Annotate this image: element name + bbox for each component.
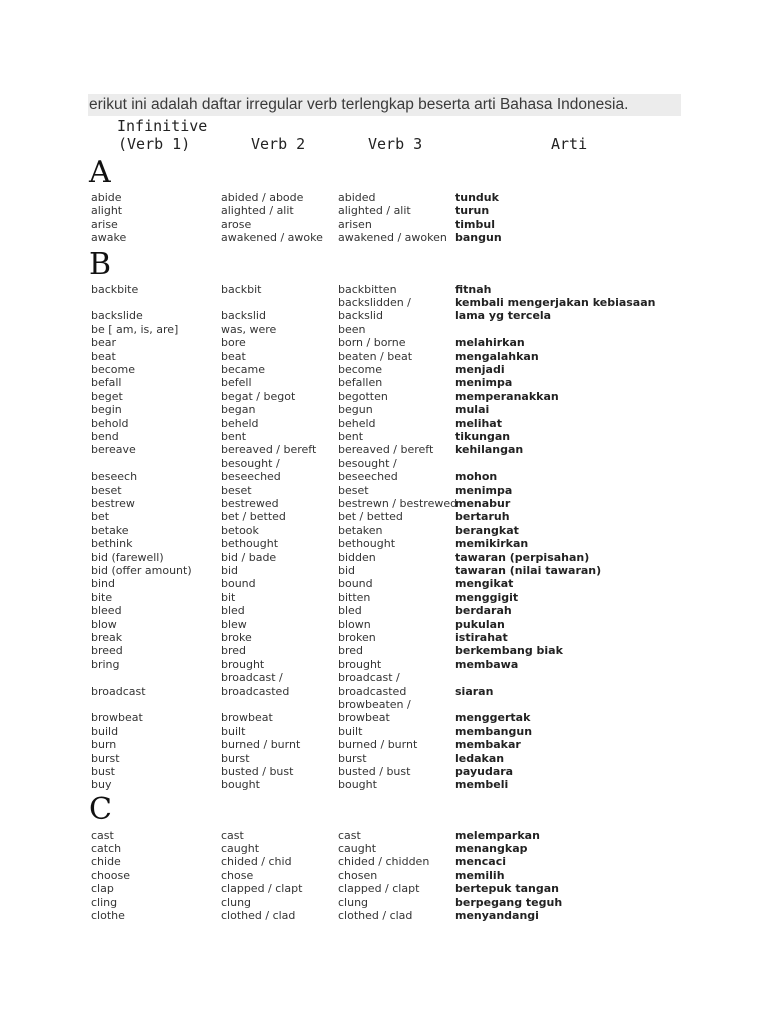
table-row — [0, 470, 768, 483]
arti-cell: siaran — [455, 684, 494, 698]
verb3-cell: bestrewn / bestrewed — [338, 496, 458, 510]
table-row — [0, 685, 768, 698]
verb3-cell: chided / chidden — [338, 855, 430, 869]
table-row — [0, 909, 768, 922]
arti-cell: tunduk — [455, 191, 499, 204]
arti-cell: payudara — [455, 764, 514, 778]
verb1-cell: clap — [91, 882, 114, 896]
verb3-cell: broadcast / — [338, 671, 400, 685]
verb1-cell: build — [91, 724, 119, 738]
table-row — [0, 658, 768, 671]
table-row — [0, 698, 768, 711]
verb1-cell: beseech — [91, 470, 138, 484]
verb2-cell: awakened / awoke — [221, 231, 323, 245]
verb2-cell: clothed / clad — [221, 908, 296, 922]
table-row — [0, 738, 768, 751]
verb3-cell: beaten / beat — [338, 349, 413, 363]
verb1-cell: bind — [91, 577, 115, 591]
arti-cell: melahirkan — [455, 336, 525, 350]
table-row — [0, 896, 768, 909]
verb3-cell: born / borne — [338, 336, 406, 350]
section-letter: A — [89, 155, 111, 190]
verb3-cell: chosen — [338, 868, 378, 882]
verb1-cell: behold — [91, 416, 129, 430]
verb1-cell: buy — [91, 778, 112, 792]
arti-cell: berdarah — [455, 604, 512, 618]
arti-cell: menggertak — [455, 711, 531, 725]
verb2-cell: beset — [221, 483, 252, 497]
verb2-cell: befell — [221, 376, 252, 390]
verb2-cell: chose — [221, 868, 254, 882]
verb1-cell: befall — [91, 376, 122, 390]
verb2-cell: blew — [221, 617, 247, 631]
table-row — [0, 191, 768, 204]
section-letter: C — [89, 792, 112, 827]
table-row — [0, 778, 768, 791]
verb1-cell: bring — [91, 657, 120, 671]
arti-cell: membawa — [455, 657, 519, 671]
verb2-cell: bethought — [221, 537, 279, 551]
table-row — [0, 551, 768, 564]
verb2-cell: backslid — [221, 309, 266, 323]
verb2-cell: browbeat — [221, 711, 273, 725]
table-row — [0, 430, 768, 443]
table-row — [0, 283, 768, 296]
verb3-cell: bereaved / bereft — [338, 443, 434, 457]
verb1-cell: browbeat — [91, 711, 143, 725]
verb2-cell: was, were — [221, 322, 277, 336]
arti-cell: menangkap — [455, 841, 528, 855]
verb2-cell: burned / burnt — [221, 738, 301, 752]
verb2-cell: built — [221, 724, 246, 738]
verb1-cell: bust — [91, 764, 115, 778]
table-row — [0, 524, 768, 537]
arti-cell: menimpa — [455, 376, 513, 390]
verb1-cell: bend — [91, 429, 119, 443]
arti-cell: memperanakkan — [455, 389, 559, 403]
verb3-cell: bethought — [338, 537, 396, 551]
arti-cell: kembali mengerjakan kebiasaan — [455, 295, 656, 309]
arti-cell: pukulan — [455, 617, 505, 631]
verb1-cell: backbite — [91, 282, 139, 296]
verb1-cell: beget — [91, 389, 123, 403]
arti-cell: bangun — [455, 231, 502, 245]
verb1-cell: cast — [91, 828, 114, 842]
table-row — [0, 564, 768, 577]
arti-cell: menyandangi — [455, 908, 539, 922]
verb3-cell: broadcasted — [338, 684, 407, 698]
verb1-cell: bestrew — [91, 496, 135, 510]
arti-cell: mencaci — [455, 855, 506, 869]
verb2-cell: bid — [221, 563, 239, 577]
verb2-cell: bestrewed — [221, 496, 279, 510]
verb2-cell: bled — [221, 604, 245, 618]
arti-cell: memikirkan — [455, 537, 529, 551]
table-row — [0, 725, 768, 738]
verb3-cell: become — [338, 362, 383, 376]
verb1-cell: bear — [91, 336, 117, 350]
verb3-cell: beseeched — [338, 470, 398, 484]
table-row — [0, 204, 768, 217]
table-row — [0, 604, 768, 617]
verb2-cell: broke — [221, 630, 252, 644]
verb3-cell: bought — [338, 778, 377, 792]
arti-cell: berangkat — [455, 523, 519, 537]
verb3-cell: bred — [338, 644, 364, 658]
verb3-cell: broken — [338, 630, 376, 644]
verb2-cell: alighted / alit — [221, 204, 294, 218]
verb1-cell: alight — [91, 204, 123, 218]
verb3-cell: beset — [338, 483, 369, 497]
verb2-cell: clapped / clapt — [221, 882, 303, 896]
verb2-cell: bent — [221, 429, 247, 443]
verb3-cell: bid — [338, 563, 356, 577]
table-row — [0, 296, 768, 309]
arti-cell: lama yg tercela — [455, 309, 552, 323]
verb3-cell: begun — [338, 403, 373, 417]
verb2-cell: abided / abode — [221, 191, 304, 204]
arti-cell: berpegang teguh — [455, 895, 563, 909]
verb2-cell: betook — [221, 523, 259, 537]
section-letter: B — [89, 247, 112, 282]
verb2-cell: chided / chid — [221, 855, 292, 869]
verb3-cell: bet / betted — [338, 510, 403, 524]
verb2-cell: bore — [221, 336, 246, 350]
verb1-cell: bid (offer amount) — [91, 563, 192, 577]
arti-cell: bertepuk tangan — [455, 882, 559, 896]
arti-cell: ledakan — [455, 751, 505, 765]
arti-cell: mohon — [455, 470, 498, 484]
verb2-cell: caught — [221, 841, 260, 855]
arti-cell: mulai — [455, 403, 490, 417]
table-row — [0, 618, 768, 631]
verb1-cell: burn — [91, 738, 117, 752]
table-row — [0, 309, 768, 322]
verb1-cell: choose — [91, 868, 130, 882]
verb3-cell: awakened / awoken — [338, 231, 447, 245]
verb1-cell: broadcast — [91, 684, 146, 698]
verb1-cell: chide — [91, 855, 121, 869]
table-row — [0, 484, 768, 497]
verb1-cell: awake — [91, 231, 127, 245]
verb1-cell: become — [91, 362, 136, 376]
verb1-cell: bleed — [91, 604, 122, 618]
arti-cell: bertaruh — [455, 510, 510, 524]
verb2-cell: broadcast / — [221, 671, 283, 685]
verb3-cell: clothed / clad — [338, 908, 413, 922]
verb1-cell: arise — [91, 217, 118, 231]
table-row — [0, 403, 768, 416]
verb3-cell: abided — [338, 191, 376, 204]
table-row — [0, 765, 768, 778]
table-row — [0, 218, 768, 231]
verb1-cell: bid (farewell) — [91, 550, 164, 564]
table-row — [0, 537, 768, 550]
verb3-cell: clapped / clapt — [338, 882, 420, 896]
verb3-cell: caught — [338, 841, 377, 855]
verb3-cell: burned / burnt — [338, 738, 418, 752]
table-row — [0, 376, 768, 389]
verb1-cell: betake — [91, 523, 129, 537]
arti-cell: turun — [455, 204, 490, 218]
table-row — [0, 323, 768, 336]
verb2-cell: begat / begot — [221, 389, 296, 403]
verb3-cell: browbeat — [338, 711, 390, 725]
verb2-cell: busted / bust — [221, 764, 294, 778]
verb3-cell: besought / — [338, 456, 397, 470]
verb3-cell: backslid — [338, 309, 383, 323]
arti-cell: membangun — [455, 724, 533, 738]
table-row — [0, 644, 768, 657]
verb1-cell: blow — [91, 617, 117, 631]
table-row — [0, 842, 768, 855]
verb2-cell: began — [221, 403, 256, 417]
table-row — [0, 497, 768, 510]
verb2-cell: cast — [221, 828, 244, 842]
verb1-cell: cling — [91, 895, 118, 909]
verb3-cell: bound — [338, 577, 373, 591]
verb3-cell: begotten — [338, 389, 388, 403]
table-row — [0, 510, 768, 523]
arti-cell: fitnah — [455, 282, 492, 296]
arti-cell: kehilangan — [455, 443, 524, 457]
arti-cell: berkembang biak — [455, 644, 563, 658]
table-row — [0, 390, 768, 403]
table-row — [0, 591, 768, 604]
arti-cell: menimpa — [455, 483, 513, 497]
table-row — [0, 350, 768, 363]
verb3-cell: bitten — [338, 590, 371, 604]
verb3-cell: alighted / alit — [338, 204, 411, 218]
table-row — [0, 631, 768, 644]
table-row — [0, 336, 768, 349]
arti-cell: melihat — [455, 416, 502, 430]
table-row — [0, 363, 768, 376]
verb3-cell: been — [338, 322, 366, 336]
verb2-cell: besought / — [221, 456, 280, 470]
header-verb1: (Verb 1) — [118, 135, 191, 153]
table-row — [0, 869, 768, 882]
header-verb2: Verb 2 — [251, 135, 306, 153]
verb2-cell: bought — [221, 778, 260, 792]
arti-cell: membakar — [455, 738, 521, 752]
intro-text: erikut ini adalah daftar irregular verb terlengkap beserta arti Bahasa Indonesia. — [88, 94, 681, 116]
verb2-cell: bereaved / bereft — [221, 443, 317, 457]
verb1-cell: bet — [91, 510, 110, 524]
verb1-cell: backslide — [91, 309, 143, 323]
verb3-cell: built — [338, 724, 363, 738]
arti-cell: timbul — [455, 217, 495, 231]
arti-cell: mengalahkan — [455, 349, 539, 363]
verb3-cell: bled — [338, 604, 362, 618]
table-row — [0, 711, 768, 724]
table-row — [0, 443, 768, 456]
table-row — [0, 417, 768, 430]
verb3-cell: betaken — [338, 523, 383, 537]
table-row — [0, 855, 768, 868]
verb1-cell: beset — [91, 483, 122, 497]
table-row — [0, 752, 768, 765]
verb2-cell: beat — [221, 349, 246, 363]
arti-cell: tawaran (perpisahan) — [455, 550, 590, 564]
verb1-cell: bethink — [91, 537, 133, 551]
verb2-cell: broadcasted — [221, 684, 290, 698]
verb1-cell: begin — [91, 403, 122, 417]
arti-cell: tawaran (nilai tawaran) — [455, 563, 602, 577]
verb3-cell: befallen — [338, 376, 383, 390]
verb2-cell: brought — [221, 657, 265, 671]
table-row — [0, 882, 768, 895]
verb3-cell: arisen — [338, 217, 372, 231]
verb1-cell: bite — [91, 590, 113, 604]
arti-cell: mengikat — [455, 577, 514, 591]
verb1-cell: abide — [91, 191, 122, 204]
verb1-cell: clothe — [91, 908, 125, 922]
table-row — [0, 577, 768, 590]
arti-cell: memilih — [455, 868, 505, 882]
verb1-cell: catch — [91, 841, 122, 855]
verb1-cell: breed — [91, 644, 123, 658]
header-arti: Arti — [551, 135, 588, 153]
verb1-cell: beat — [91, 349, 116, 363]
verb2-cell: became — [221, 362, 266, 376]
arti-cell: melemparkan — [455, 828, 540, 842]
verb1-cell: be [ am, is, are] — [91, 322, 179, 336]
verb2-cell: bred — [221, 644, 247, 658]
verb1-cell: burst — [91, 751, 120, 765]
verb3-cell: browbeaten / — [338, 697, 411, 711]
verb3-cell: burst — [338, 751, 367, 765]
verb3-cell: blown — [338, 617, 371, 631]
verb2-cell: beseeched — [221, 470, 281, 484]
table-row — [0, 457, 768, 470]
verb2-cell: beheld — [221, 416, 259, 430]
arti-cell: menjadi — [455, 362, 505, 376]
verb3-cell: backbitten — [338, 282, 397, 296]
verb2-cell: burst — [221, 751, 250, 765]
header-infinitive: Infinitive — [117, 117, 208, 135]
arti-cell: menabur — [455, 496, 511, 510]
table-row — [0, 671, 768, 684]
verb3-cell: bidden — [338, 550, 376, 564]
verb2-cell: backbit — [221, 282, 262, 296]
arti-cell: menggigit — [455, 590, 519, 604]
verb2-cell: clung — [221, 895, 252, 909]
header-verb3: Verb 3 — [368, 135, 423, 153]
verb3-cell: cast — [338, 828, 361, 842]
verb3-cell: brought — [338, 657, 382, 671]
verb2-cell: arose — [221, 217, 252, 231]
verb1-cell: bereave — [91, 443, 136, 457]
verb2-cell: bid / bade — [221, 550, 277, 564]
verb2-cell: bound — [221, 577, 256, 591]
verb3-cell: backslidden / — [338, 295, 411, 309]
verb3-cell: beheld — [338, 416, 376, 430]
table-row — [0, 231, 768, 244]
arti-cell: istirahat — [455, 630, 508, 644]
verb3-cell: clung — [338, 895, 369, 909]
verb1-cell: break — [91, 630, 123, 644]
arti-cell: membeli — [455, 778, 509, 792]
verb3-cell: bent — [338, 429, 364, 443]
arti-cell: tikungan — [455, 429, 511, 443]
verb2-cell: bet / betted — [221, 510, 286, 524]
verb2-cell: bit — [221, 590, 236, 604]
verb3-cell: busted / bust — [338, 764, 411, 778]
table-row — [0, 829, 768, 842]
